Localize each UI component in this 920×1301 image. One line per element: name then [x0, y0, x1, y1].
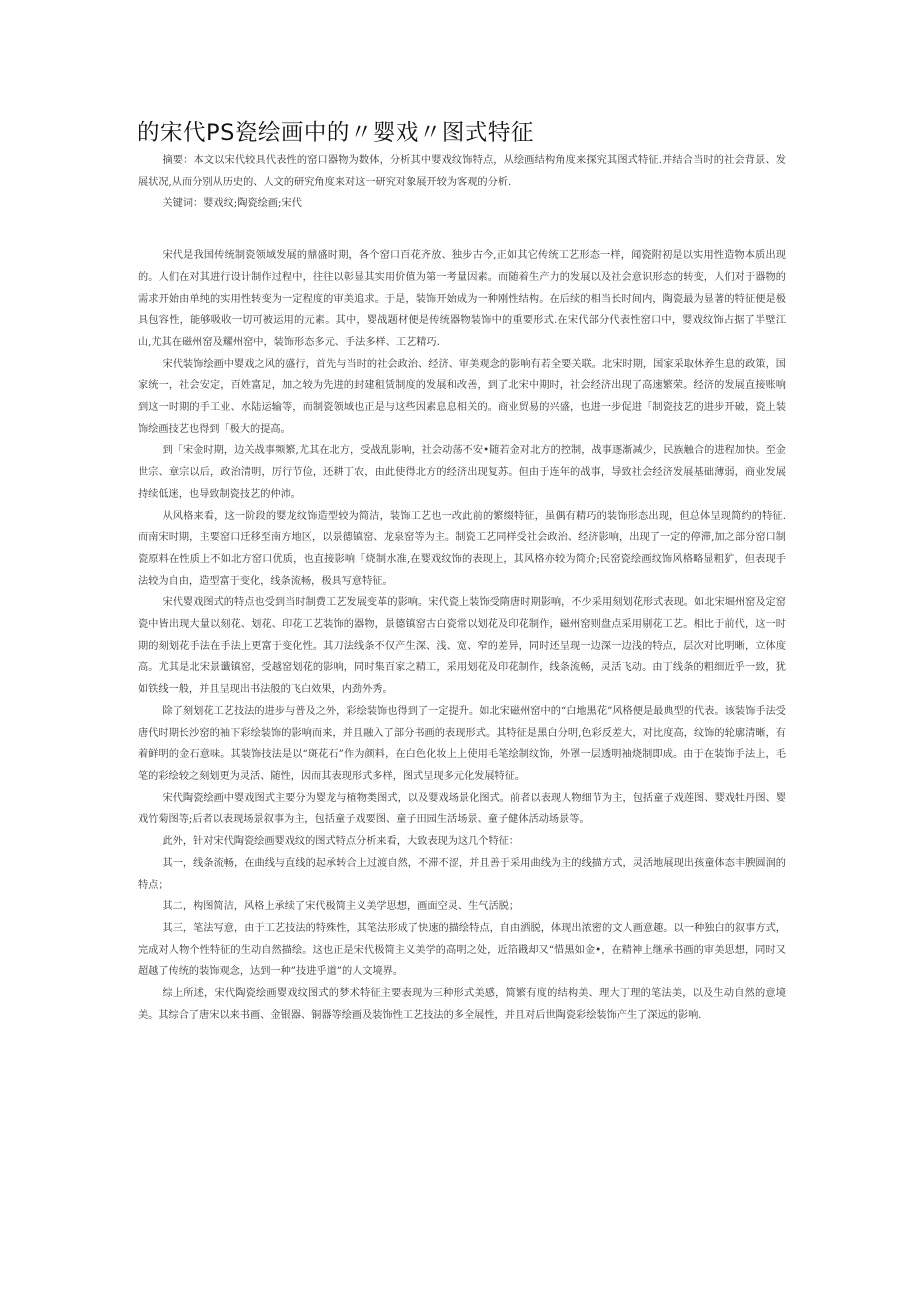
abstract: 摘要：本文以宋代较具代表性的窑口器物为数体，分析其中婴戏纹饰特点，从绘画结构角度来探究其图式特征.并结合当时的社会背景、发展状况,从而分别从历史的、人文的研究角度来对这一研究对象展开较为客观的分析.	[138, 155, 786, 188]
paragraph: 宋代是我国传统制瓷领域发展的鼎盛时期，各个窑口百花齐放、独步古今,正如其它传统工艺形态一样，闻瓷附初是以实用性造物本质出现的。人们在对其进行设计制作过程中，往往以彰显其实用价值为第一考量因素。而随着生产力的发展以及社会意识形态的转变，人们对于器物的需求开始由单纯的实用性转变为一定程度的审美追求。于是，装饰开始成为一种刚性结构。在后续的相当长时间内，陶瓷最为显著的特征便是极具包容性，能够吸收一切可被运用的元素。其中，婴战题材便是传统器物装饰中的重要形式.在宋代部分代表性窑口中，婴戏纹饰占据了半壁江山,尤其在磁州窑及耀州窑中，装饰形态多元、手法多样、工艺精巧.	[138, 250, 786, 348]
paragraph: 宋代陶瓷绘画中婴戏图式主要分为婴龙与植物类图式，以及婴戏场景化图式。前者以表现人物细节为主，包括童子戏莲图、婴戏牡丹图、婴戏竹菊图等;后者以表现场景叙事为主，包括童子戏要图、童子田园生活场景、童子健体活动场景等。	[138, 792, 786, 826]
document-body	[138, 150, 786, 1026]
paragraph: 综上所述，宋代陶瓷绘画婴戏纹图式的梦术特征主要表现为三种形式美感，简繁有度的结构美、理大丁理的笔法美，以及生动自然的意境美。其综合了唐宋以来书画、金银器、铜器等绘画及装饰性工艺技法的多全展性，并且对后世陶瓷彩绘装饰产生了深远的影响.	[138, 988, 786, 1021]
paragraph: 其一，线条流畅，在曲线与直线的起承转合上过渡自然，不滞不涩，并且善于采用曲线为主的线描方式，灵活地展现出孩童体态丰腴圆润的特点；	[138, 857, 786, 891]
paragraph: 到「宋金时期，边关战事频繁,尤其在北方，受战乱影响，社会动荡不安•随若金对北方的控制，战事逐渐减少，民族触合的进程加快。至金世宗、章宗以后，政治清明，厉行节俭，还耕丁农，由此使得北方的经济出现复苏。但由于连年的战事，导致社会经济发展基础薄弱，商业发展持续低迷，也导致制瓷技艺的仲沛。	[138, 445, 786, 500]
paragraph: 宋代婴戏图式的特点也受到当时制费工艺发展变革的影响。宋代瓷上装饰受隋唐时期影响，不少采用刻划花形式表现。如北宋堀州窑及定窑瓷中皆出现大量以刻花、划花、印花工艺装饰的器物，景德镇窑古白瓷常以划花及印花制作，磁州窑则盘点采用剔花工艺。相比于前代，这一时期的刻划花手法在手法上更富于变化性。其刀法线条不仅产生深、浅、宽、窄的差异，同时还呈现一边深一边浅的特点，层次对比明晰，立体度高。尤其是北宋景谶镇窑，受越窑划花的影响，同时集百家之精工，采用划花及印花制作，线条流畅，灵活飞动。由丁线条的粗细近乎一致，犹如铁线一般，并且呈现出书法般的飞白效果，内劲外秀。	[138, 597, 786, 696]
keywords: 关键词：婴戏纹;陶瓷绘画;宋代	[162, 198, 302, 210]
paragraph: 除了刻划花工艺技法的进步与普及之外，彩绘装饰也得到了一定提升。如北宋磁州窑中的“白地黑花”风格便是最典型的代表。该装饰手法受唐代时期长沙窑的袖下彩绘装饰的影响而来，并且融入了部分书画的表现形式。其特征是黑白分明,色彩反差大，对比度高，纹饰的轮廓清晰，有着鲜明的金石意味。其装饰技法是以“斑花石”作为颜料，在白色化妆上上使用毛笔绘制纹饰，外罩一层透明袖烧制即成。由于在装饰手法上，毛笔的彩绘较之刻划更为灵活、随性，因而其表现形式多样，图式呈现多元化发展特征。	[138, 705, 786, 782]
document-title: 的宋代PS瓷绘画中的〃婴戏〃图式特征	[137, 120, 534, 146]
paragraph: 此外，针对宋代陶瓷绘画婴戏纹的图式特点分析来看，大致表现为这几个特征：	[162, 836, 520, 848]
paragraph: 其三，笔法写意，由于工艺技法的特殊性，其笔法形成了快速的描绘特点，自由洒脱，体现出浓密的文人画意趣。以一种独白的叙事方式，完成对人物个性特征的生动自然描绘。这也正是宋代极简主义美学的高明之处，近箔戡却又“惜黑如金•，在精神上继承书画的审美思想，同时又超越了传统的装饰观念，达到一种”技进乎道”的人文境界。	[138, 922, 786, 978]
paragraph: 其二，构图简洁，风格上承续了宋代极简主义美学思想，画面空灵、生气活脱；	[162, 901, 520, 913]
paragraph: 从风格来看，这一阶段的婴龙纹饰造型较为简洁，装饰工艺也一改此前的繁缀特征，虽偶有精巧的装饰形态出现，但总体呈现简约的特征.而南宋时期，主要窑口迁移至南方地区，以景德镇窑、龙泉窑等为主。制瓷工艺同样受社会政治、经济影响，出现了一定的停滞,加之部分窑口制瓷原料在性质上不如北方窑口优质，也直接影响「烧制水准,在婴戏纹饰的表现上，其风格亦较为简介;民窑瓷绘画纹饰风格略显粗犷，但表现手法较为自由，造型富于变化，线条流畅，极具写意特征。	[138, 510, 786, 587]
paragraph: 宋代装饰绘画中婴戏之风的盛行，首先与当时的社会政治、经济、审美观念的影响有若全要关联。北宋时期，国家采取休养生息的政策，国家统一，社会安定，百姓富足，加之较为先进的封建租赁制度的发展和改善，到了北宋中期时，社会经济出现了高速繁荣。经济的发展直接账响到这一时期的手工业、水陆运输等，而制瓷领域也正是与这些因素息息相关的。商业贸易的兴盛，也进一步促进「制瓷技艺的进步开破，瓷上装饰绘画技艺也得到「极大的提高。	[138, 358, 786, 435]
